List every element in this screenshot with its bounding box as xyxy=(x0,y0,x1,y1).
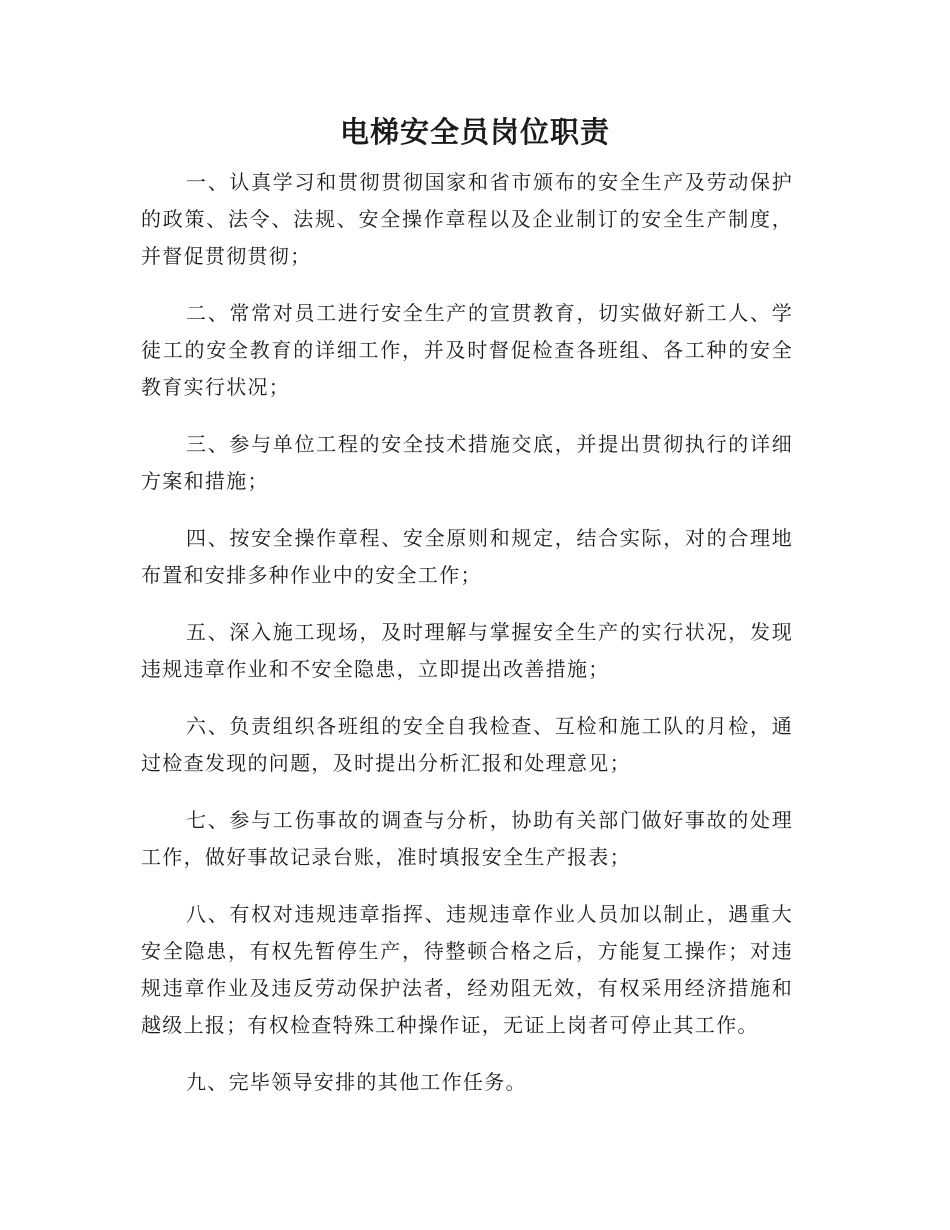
duty-paragraph-9: 九、完毕领导安排的其他工作任务。 xyxy=(186,1070,527,1094)
duty-paragraph-4: 四、按安全操作章程、安全原则和规定，结合实际，对的合理地布置和安排多种作业中的安全工作； xyxy=(141,526,793,587)
duty-paragraph-5: 五、深入施工现场，及时理解与掌握安全生产的实行状况，发现违规违章作业和不安全隐患，立即提出改善措施； xyxy=(141,620,793,681)
duty-paragraph-6: 六、负责组织各班组的安全自我检查、互检和施工队的月检，通过检查发现的问题，及时提出分析汇报和处理意见； xyxy=(141,714,793,775)
duty-paragraph-7: 七、参与工伤事故的调查与分析，协助有关部门做好事故的处理工作，做好事故记录台账，准时填报安全生产报表； xyxy=(141,808,793,869)
duty-paragraph-2: 二、常常对员工进行安全生产的宣贯教育，切实做好新工人、学徒工的安全教育的详细工作，并及时督促检查各班组、各工种的安全教育实行状况； xyxy=(141,301,793,399)
duty-paragraph-1: 一、认真学习和贯彻贯彻国家和省市颁布的安全生产及劳动保护的政策、法令、法规、安全操作章程以及企业制订的安全生产制度，并督促贯彻贯彻； xyxy=(141,170,793,268)
duty-paragraph-3: 三、参与单位工程的安全技术措施交底，并提出贯彻执行的详细方案和措施； xyxy=(141,432,793,493)
document-title: 电梯安全员岗位职责 xyxy=(339,115,610,149)
duty-paragraph-8: 八、有权对违规违章指挥、违规违章作业人员加以制止，遇重大安全隐患，有权先暂停生产，待整顿合格之后，方能复工操作；对违规违章作业及违反劳动保护法者，经劝阻无效，有权采用经济措施和越级上报；有权检查特殊工种操作证，无证上岗者可停止其工作。 xyxy=(141,902,793,1037)
document-body xyxy=(141,164,793,1121)
